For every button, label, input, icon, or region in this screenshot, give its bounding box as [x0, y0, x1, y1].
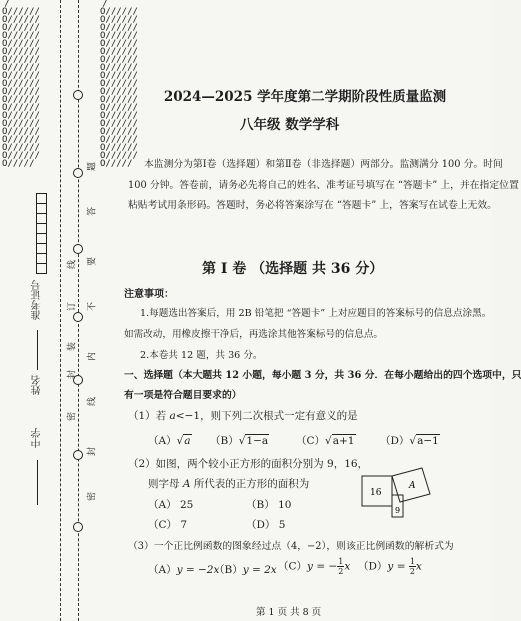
- option-d[interactable]: （D）√a−1: [380, 435, 439, 447]
- square-label-16: 16: [370, 488, 382, 498]
- seal-char: 答: [87, 207, 98, 217]
- binding-hole: [73, 522, 83, 532]
- section-title: 第 Ⅰ 卷 （选择题 共 36 分）: [202, 261, 384, 277]
- binding-hole: [73, 450, 83, 460]
- exam-title: 2024—2025 学年度第二学期阶段性质量监测: [163, 89, 447, 105]
- name-label: 姓名: [32, 375, 43, 395]
- seal-char: 密: [87, 492, 98, 502]
- notes-label: 注意事项：: [124, 289, 174, 300]
- school-underline[interactable]: [37, 460, 38, 505]
- seal-char: 内: [87, 352, 98, 362]
- seal-char: 要: [87, 257, 98, 267]
- binding-hole: [73, 90, 83, 100]
- intro-line: 100 分钟。答卷前，请务必先将自己的姓名、准考证号填写在 “答题卡” 上，并在指定位置: [128, 180, 519, 191]
- option-b[interactable]: （B） 10: [246, 499, 292, 511]
- name-underline[interactable]: [37, 330, 38, 370]
- part-heading: 一、选择题（本大题共 12 小题，每小题 3 分，共 36 分．在每小题给出的四个选项中，只: [124, 370, 521, 381]
- seal-char: 装: [67, 342, 78, 352]
- question-2-stem-2: 则字母 A 所代表的正方形的面积为: [148, 478, 310, 490]
- option-c[interactable]: （C） 7: [148, 519, 188, 531]
- part-heading: 有一项是符合题目要求的）: [124, 390, 242, 401]
- squares-figure: [360, 464, 450, 526]
- note-text: 如需改动，用橡皮擦干净后，再选涂其他答案标号的信息点。: [124, 329, 384, 340]
- option-c[interactable]: （C）y = − $\frac{1}{2}$ x: [278, 557, 351, 576]
- option-b[interactable]: （B）y = 2x: [214, 564, 277, 576]
- option-a[interactable]: （A） 25: [148, 499, 194, 511]
- binding-margin: [0, 0, 138, 621]
- option-b[interactable]: （B）√1−a: [210, 435, 269, 447]
- binding-hole: [73, 312, 83, 322]
- square-label-9: 9: [395, 506, 401, 515]
- intro-line: 粘贴考试用条形码。答题时，务必将答案涂写在 “答题卡” 上，答案写在试卷上无效。: [128, 200, 497, 211]
- perforation-pattern-right: /O//////O//////O//////O//////O//////O//////O//////O//////O//////O//////O//////O//////O//////O//////O//////O//////O//////O//////O//////O/////: [100, 0, 138, 169]
- seal-char: 封: [67, 370, 78, 380]
- question-2-stem: （2）如图，两个较小正方形的面积分别为 9，16，: [128, 458, 369, 470]
- exam-id-boxes[interactable]: [36, 193, 47, 274]
- square-label-a: A: [409, 481, 416, 491]
- page-footer: 第 1 页 共 8 页: [256, 607, 322, 618]
- seal-dashed-line-left: [60, 0, 61, 621]
- seal-char: 不: [87, 302, 98, 312]
- exam-subtitle: 八年级 数学学科: [240, 117, 340, 133]
- note-text: 2.本卷共 12 题，共 36 分。: [140, 350, 263, 361]
- seal-char: 线: [87, 397, 98, 407]
- seal-char: 题: [87, 162, 98, 172]
- seal-char: 订: [67, 302, 78, 312]
- note-text: 1.每题选出答案后，用 2B 铅笔把 “答题卡” 上对应题目的答案标号的信息点涂黑。: [140, 308, 492, 319]
- question-1-stem: （1）若 a<−1，则下列二次根式一定有意义的是: [128, 410, 358, 422]
- exam-content: [118, 0, 521, 621]
- intro-line: 本监测分为第Ⅰ卷（选择题）和第Ⅱ卷（非选择题）两部分。监测满分 100 分。时间: [144, 159, 503, 170]
- option-d[interactable]: （D） 5: [246, 519, 286, 531]
- exam-id-label: 准考证号: [32, 280, 43, 320]
- perforation-pattern-left: /O//////O//////O//////O//////O//////O//////O//////O//////O//////O//////O//////O//////O//////O//////O//////O//////O//////O//////O//////O/////: [2, 0, 40, 169]
- question-3-stem: （3）一个正比例函数的图象经过点（4，−2），则该正比例函数的解析式为: [128, 541, 454, 552]
- option-d[interactable]: （D）y = $\frac{1}{2}$ x: [358, 557, 422, 576]
- option-c[interactable]: （C）√a+1: [296, 435, 355, 447]
- seal-char: 密: [67, 412, 78, 422]
- binding-hole: [73, 168, 83, 178]
- school-label: 中学: [32, 428, 43, 448]
- seal-char: 封: [87, 447, 98, 457]
- seal-char: 线: [67, 260, 78, 270]
- option-a[interactable]: （A）y = −2x: [148, 564, 220, 576]
- binding-hole: [73, 244, 83, 254]
- option-a[interactable]: （A）√a: [148, 435, 191, 447]
